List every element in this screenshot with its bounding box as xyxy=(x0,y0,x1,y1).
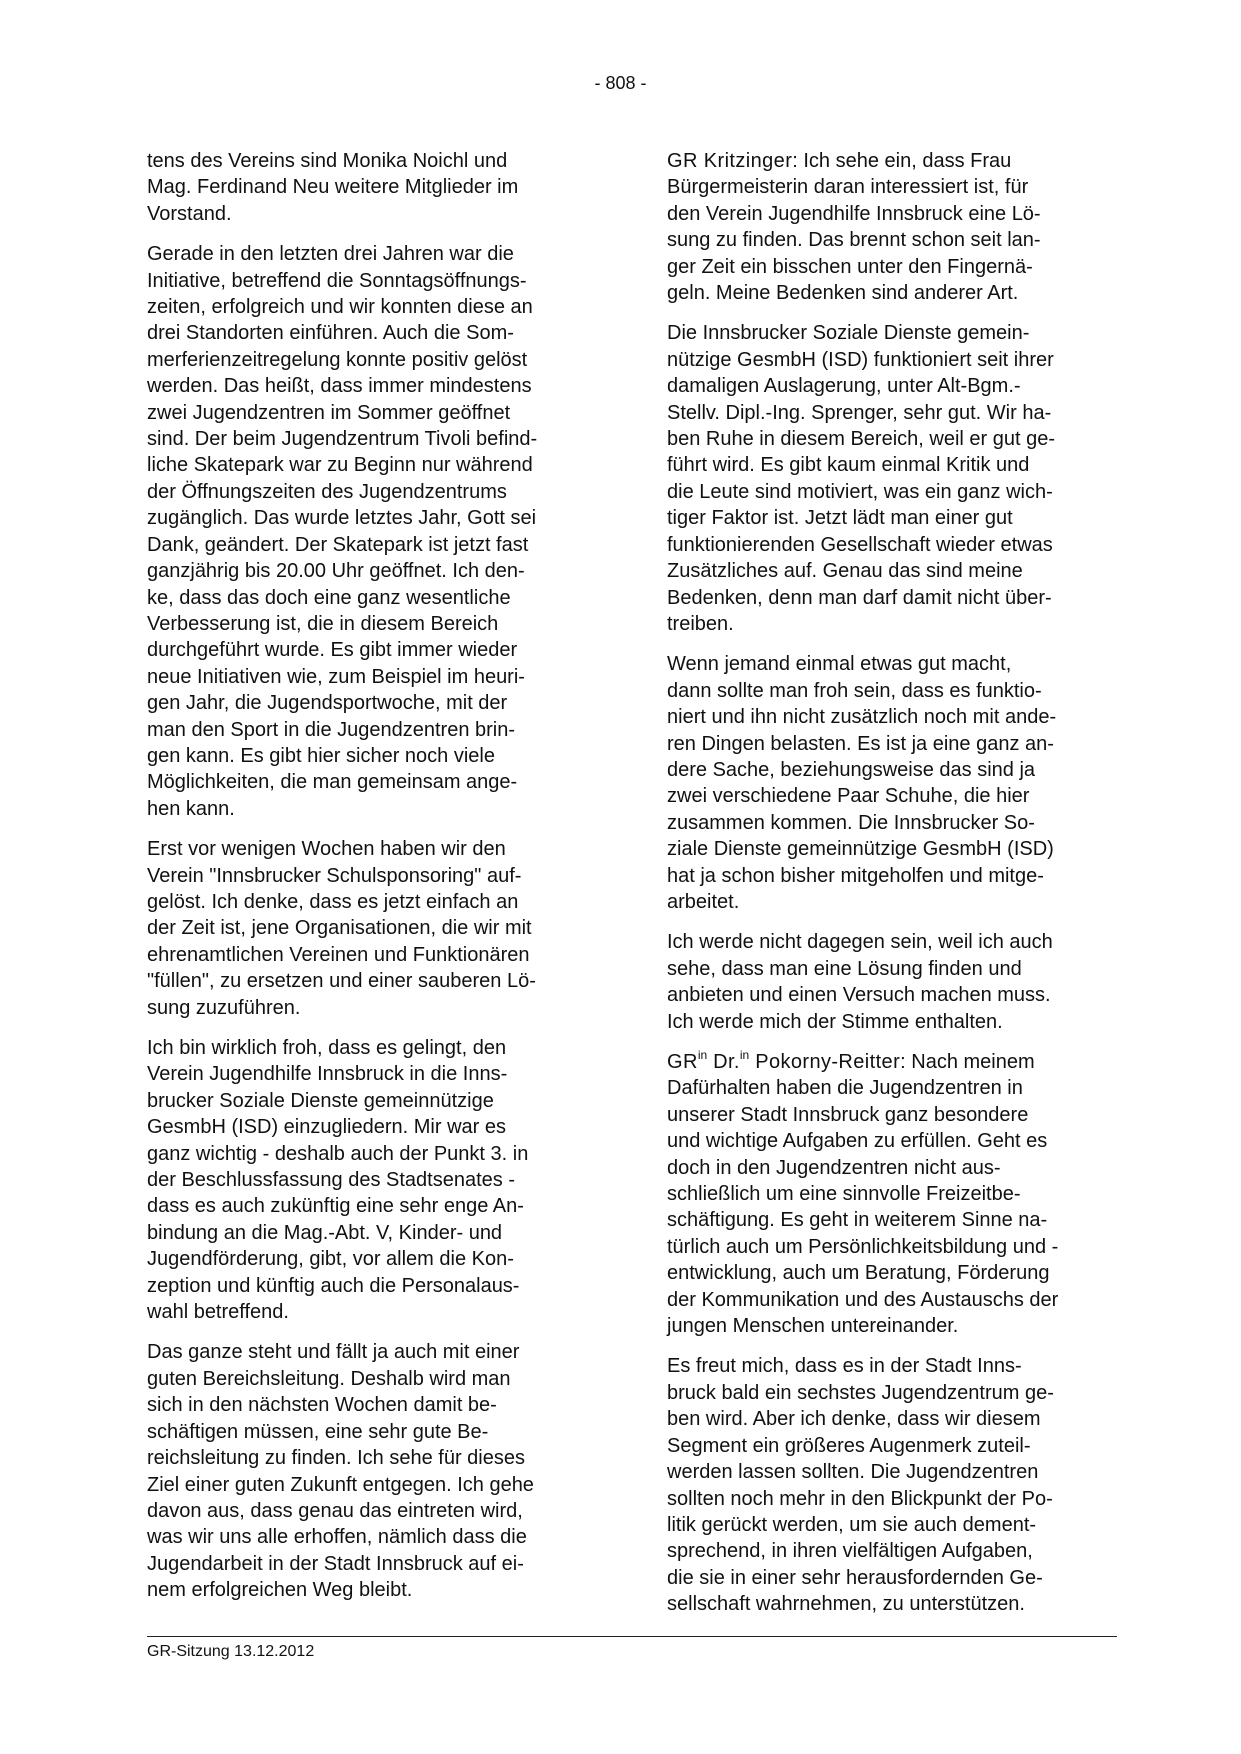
text-line: ren Dingen belasten. Es ist ja eine ganz an- xyxy=(667,732,1054,755)
speaker-surname: Kritzinger xyxy=(703,150,793,172)
text-line: "füllen", zu ersetzen und einer sauberen Lö- xyxy=(147,970,536,993)
text-line: treiben. xyxy=(667,612,734,635)
paragraph xyxy=(147,148,589,227)
speaker-name xyxy=(667,150,792,172)
text-line: werden. Das heißt, dass immer mindestens xyxy=(147,375,532,398)
text-line: Initiative, betreffend die Sonntagsöffnungs- xyxy=(147,269,527,292)
left-column xyxy=(147,148,589,1618)
text-line: liche Skatepark war zu Beginn nur während xyxy=(147,454,533,477)
paragraph xyxy=(147,1339,589,1603)
text-line: sehe, dass man eine Lösung finden und xyxy=(667,957,1022,980)
speaker-surname: Pokorny-Reitter xyxy=(755,1051,901,1073)
speaker-name xyxy=(667,1048,901,1073)
paragraph xyxy=(147,836,589,1021)
text-line: führt wird. Es gibt kaum einmal Kritik und xyxy=(667,454,1030,477)
paragraph xyxy=(667,929,1119,1035)
text-line: zugänglich. Das wurde letztes Jahr, Gott sei xyxy=(147,507,537,530)
page-number: - 808 - xyxy=(594,73,647,93)
text-line: niert und ihn nicht zusätzlich noch mit ande- xyxy=(667,706,1057,729)
superscript: in xyxy=(697,1048,708,1062)
text-line: ben wird. Aber ich denke, dass wir diesem xyxy=(667,1408,1041,1431)
speaker-title: GR xyxy=(667,150,698,172)
text-line: gen kann. Es gibt hier sicher noch viele xyxy=(147,744,495,767)
text-line: der Zeit ist, jene Organisationen, die wir mit xyxy=(147,917,532,940)
text-line: zwei verschiedene Paar Schuhe, die hier xyxy=(667,785,1030,808)
text-line: damaligen Auslagerung, unter Alt-Bgm.- xyxy=(667,375,1021,398)
text-line: wahl betreffend. xyxy=(147,1301,289,1324)
text-line: Ich werde nicht dagegen sein, weil ich auch xyxy=(667,931,1053,954)
text-line: bindung an die Mag.-Abt. V, Kinder- und xyxy=(147,1221,503,1244)
text-line: der Öffnungszeiten des Jugendzentrums xyxy=(147,480,507,503)
text-line: die sie in einer sehr herausfordernden Ge- xyxy=(667,1566,1043,1589)
text-line: anbieten und einen Versuch machen muss. xyxy=(667,984,1051,1007)
text-line: die Leute sind motiviert, was ein ganz wich- xyxy=(667,480,1053,503)
speaker-academic-title: Dr. xyxy=(713,1051,740,1073)
text-line: funktionierenden Gesellschaft wieder etwas xyxy=(667,533,1053,556)
speech-pokorny-reitter xyxy=(667,1049,1119,1339)
text-line: doch in den Jugendzentren nicht aus- xyxy=(667,1156,1001,1179)
text-line: gelöst. Ich denke, dass es jetzt einfach an xyxy=(147,890,519,913)
text-line: Dank, geändert. Der Skatepark ist jetzt fast xyxy=(147,533,529,556)
text-line: sind. Der beim Jugendzentrum Tivoli befind- xyxy=(147,428,538,451)
text-line: der Kommunikation und des Austauschs der xyxy=(667,1288,1059,1311)
text-line: ke, dass das doch eine ganz wesentliche xyxy=(147,586,511,609)
text-line: merferienzeitregelung konnte positiv gelöst xyxy=(147,348,528,371)
text-line: Verbesserung ist, die in diesem Bereich xyxy=(147,612,499,635)
text-line: sprechend, in ihren vielfältigen Aufgaben, xyxy=(667,1540,1033,1563)
text-line: ehrenamtlichen Vereinen und Funktionären xyxy=(147,943,530,966)
text-line: dere Sache, beziehungsweise das sind ja xyxy=(667,758,1036,781)
text-line: zusammen kommen. Die Innsbrucker So- xyxy=(667,811,1035,834)
paragraph xyxy=(667,1353,1119,1617)
text-line: hen kann. xyxy=(147,797,235,820)
text-line: ziale Dienste gemeinnützige GesmbH (ISD) xyxy=(667,838,1054,861)
footer-divider xyxy=(147,1636,1117,1637)
right-column xyxy=(667,148,1119,1632)
text-line: Jugendarbeit in der Stadt Innsbruck auf ei- xyxy=(147,1552,524,1575)
text-line: was wir uns alle erhoffen, nämlich dass die xyxy=(147,1526,527,1549)
text-line: den Verein Jugendhilfe Innsbruck eine Lö- xyxy=(667,202,1041,225)
text-line: bruck bald ein sechstes Jugendzentrum ge- xyxy=(667,1381,1054,1404)
paragraph xyxy=(667,320,1119,637)
text-line: zeption und künftig auch die Personalaus- xyxy=(147,1274,520,1297)
text-line: nem erfolgreichen Weg bleibt. xyxy=(147,1579,413,1602)
superscript: in xyxy=(739,1048,750,1062)
text-line: Verein Jugendhilfe Innsbruck in die Inns- xyxy=(147,1063,508,1086)
text-line: Zusätzliches auf. Genau das sind meine xyxy=(667,560,1023,583)
speech-kritzinger xyxy=(667,148,1119,306)
text-line: davon aus, dass genau das eintreten wird, xyxy=(147,1499,523,1522)
text-line: Erst vor wenigen Wochen haben wir den xyxy=(147,838,506,861)
text-line: zeiten, erfolgreich und wir konnten diese an xyxy=(147,296,533,319)
paragraph xyxy=(147,241,589,822)
text-line: Das ganze steht und fällt ja auch mit einer xyxy=(147,1341,520,1364)
text-line xyxy=(667,1049,1119,1075)
text-line: und wichtige Aufgaben zu erfüllen. Geht es xyxy=(667,1130,1048,1153)
text-line: brucker Soziale Dienste gemeinnützige xyxy=(147,1089,494,1112)
text-line xyxy=(667,148,1119,174)
text-line: dass es auch zukünftig eine sehr enge An- xyxy=(147,1195,524,1218)
text-line: türlich auch um Persönlichkeitsbildung und - xyxy=(667,1235,1059,1258)
text-line: arbeitet. xyxy=(667,890,740,913)
text-line: Die Innsbrucker Soziale Dienste gemein- xyxy=(667,322,1030,345)
text-line: Jugendförderung, gibt, vor allem die Kon- xyxy=(147,1248,514,1271)
speech-text: : Ich sehe ein, dass Frau xyxy=(792,150,1012,172)
text-line: gen Jahr, die Jugendsportwoche, mit der xyxy=(147,692,508,715)
text-line: jungen Menschen untereinander. xyxy=(667,1315,959,1338)
text-line: schäftigen müssen, eine sehr gute Be- xyxy=(147,1420,489,1443)
text-line: schäftigung. Es geht in weiterem Sinne na- xyxy=(667,1209,1048,1232)
footer-session-date: GR-Sitzung 13.12.2012 xyxy=(147,1643,315,1660)
text-line: geln. Meine Bedenken sind anderer Art. xyxy=(667,282,1019,305)
text-line: Gerade in den letzten drei Jahren war die xyxy=(147,243,514,266)
text-line: sung zuzuführen. xyxy=(147,996,301,1019)
text-line: der Beschlussfassung des Stadtsenates - xyxy=(147,1169,515,1192)
text-line: durchgeführt wurde. Es gibt immer wieder xyxy=(147,639,518,662)
text-line: Verein "Innsbrucker Schulsponsoring" auf- xyxy=(147,864,522,887)
text-line: litik gerückt werden, um sie auch dement- xyxy=(667,1513,1037,1536)
text-line: Möglichkeiten, die man gemeinsam ange- xyxy=(147,771,518,794)
text-line: sollten noch mehr in den Blickpunkt der Po- xyxy=(667,1487,1053,1510)
paragraph xyxy=(147,1035,589,1325)
text-line: Stellv. Dipl.-Ing. Sprenger, sehr gut. Wir ha- xyxy=(667,401,1052,424)
text-line: Vorstand. xyxy=(147,202,232,225)
text-line: unserer Stadt Innsbruck ganz besondere xyxy=(667,1103,1029,1126)
text-line: Es freut mich, dass es in der Stadt Inns- xyxy=(667,1355,1022,1378)
text-line: Mag. Ferdinand Neu weitere Mitglieder im xyxy=(147,176,519,199)
text-line: man den Sport in die Jugendzentren brin- xyxy=(147,718,516,741)
text-line: Segment ein größeres Augenmerk zuteil- xyxy=(667,1434,1031,1457)
text-line: Bürgermeisterin daran interessiert ist, für xyxy=(667,176,1029,199)
text-line: ben Ruhe in diesem Bereich, weil er gut ge- xyxy=(667,428,1055,451)
text-line: Ich werde mich der Stimme enthalten. xyxy=(667,1010,1003,1033)
text-line: Wenn jemand einmal etwas gut macht, xyxy=(667,653,1012,676)
text-line: neue Initiativen wie, zum Beispiel im heuri- xyxy=(147,665,525,688)
text-line: sich in den nächsten Wochen damit be- xyxy=(147,1394,497,1417)
speaker-title: GR xyxy=(667,1051,698,1073)
text-line: Ziel einer guten Zukunft entgegen. Ich gehe xyxy=(147,1473,534,1496)
text-line: ganzjährig bis 20.00 Uhr geöffnet. Ich den- xyxy=(147,560,525,583)
text-line: GesmbH (ISD) einzugliedern. Mir war es xyxy=(147,1116,506,1139)
text-line: werden lassen sollten. Die Jugendzentren xyxy=(667,1461,1039,1484)
text-line: schließlich um eine sinnvolle Freizeitbe- xyxy=(667,1183,1021,1206)
text-line: dann sollte man froh sein, dass es funktio- xyxy=(667,679,1042,702)
text-line: Dafürhalten haben die Jugendzentren in xyxy=(667,1077,1023,1100)
text-line: nützige GesmbH (ISD) funktioniert seit ihrer xyxy=(667,348,1054,371)
text-line: entwicklung, auch um Beratung, Förderung xyxy=(667,1262,1050,1285)
text-line: reichsleitung zu finden. Ich sehe für dieses xyxy=(147,1447,525,1470)
text-line: ganz wichtig - deshalb auch der Punkt 3. in xyxy=(147,1142,529,1165)
speech-text: : Nach meinem xyxy=(900,1051,1035,1073)
text-line: Ich bin wirklich froh, dass es gelingt, den xyxy=(147,1037,507,1059)
text-line: hat ja schon bisher mitgeholfen und mitge- xyxy=(667,864,1044,887)
text-line: tens des Vereins sind Monika Noichl und xyxy=(147,150,508,172)
text-line: sung zu finden. Das brennt schon seit lan- xyxy=(667,229,1041,252)
text-line: tiger Faktor ist. Jetzt lädt man einer gut xyxy=(667,507,1013,530)
text-line: Bedenken, denn man darf damit nicht über- xyxy=(667,586,1052,609)
text-line: drei Standorten einführen. Auch die Som- xyxy=(147,322,514,345)
paragraph xyxy=(667,651,1119,915)
text-line: zwei Jugendzentren im Sommer geöffnet xyxy=(147,401,511,424)
text-line: sellschaft wahrnehmen, zu unterstützen. xyxy=(667,1593,1025,1616)
text-line: ger Zeit ein bisschen unter den Fingernä- xyxy=(667,255,1033,278)
text-line: guten Bereichsleitung. Deshalb wird man xyxy=(147,1367,511,1390)
